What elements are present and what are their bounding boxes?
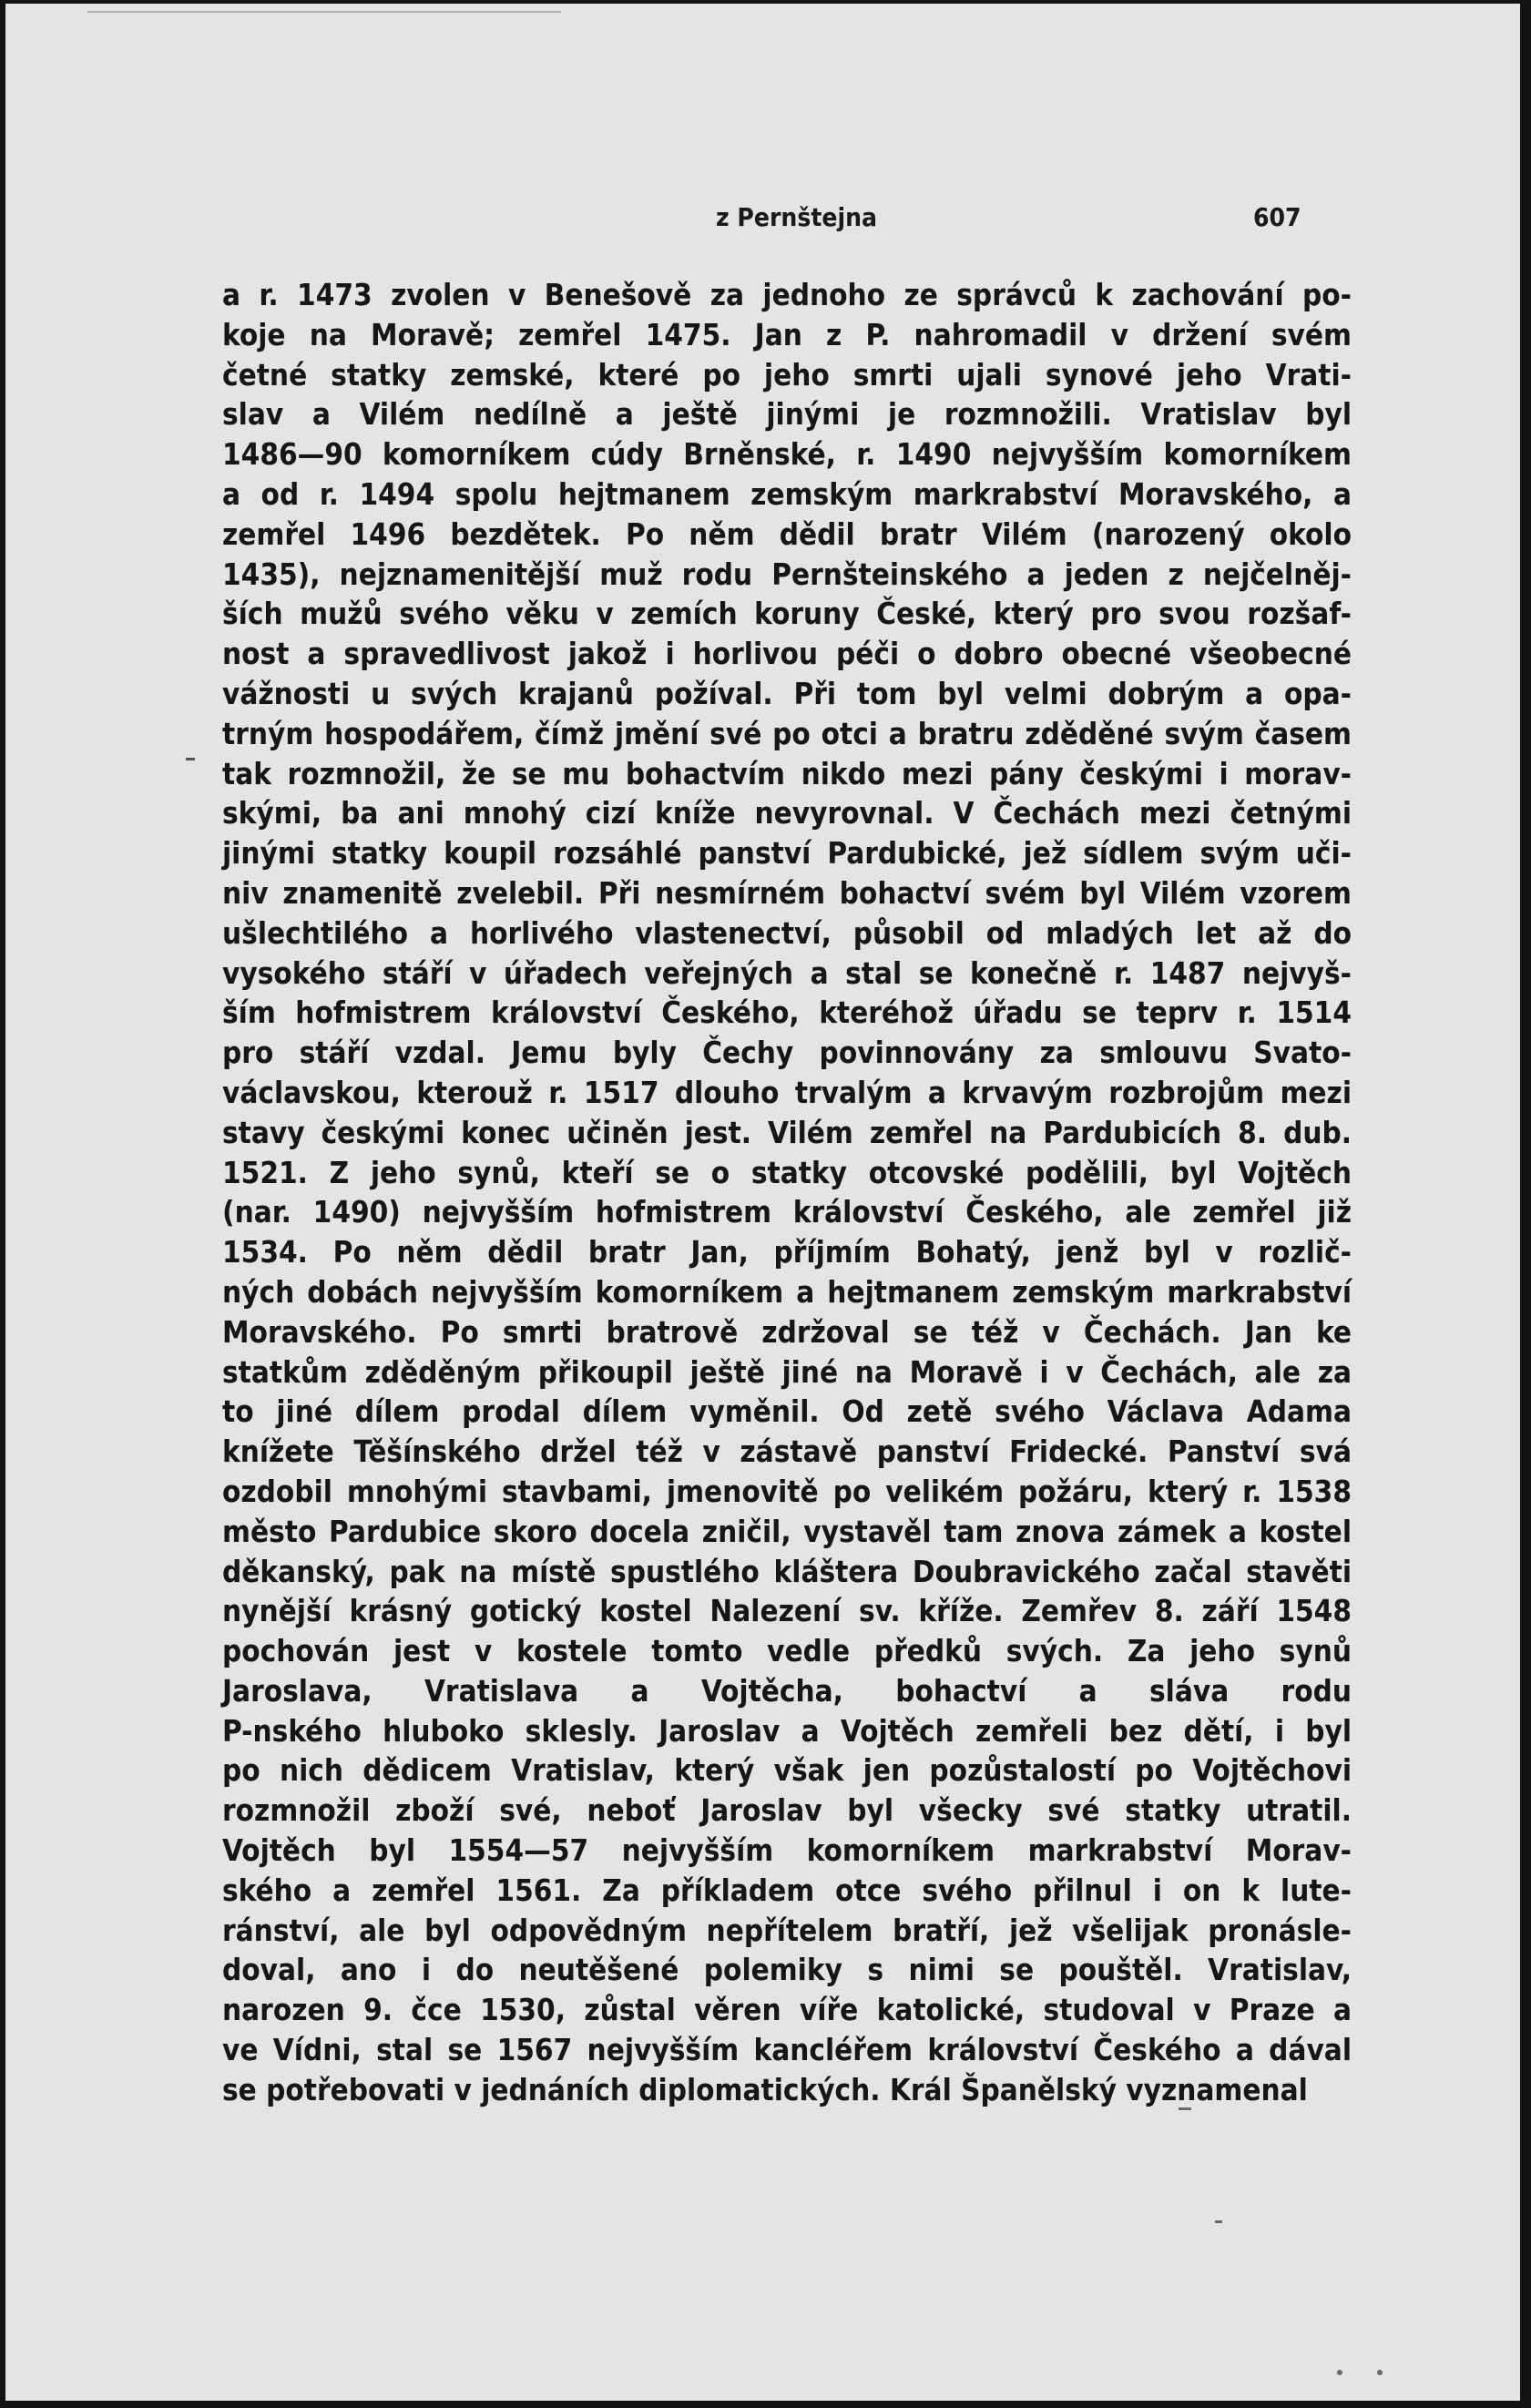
page-top-edge	[87, 11, 561, 13]
text-line: Vojtěch byl 1554—57 nejvyšším komorníkem markrabství Morav-	[222, 1832, 1352, 1869]
text-line: pochován jest v kostele tomto vedle předků svých. Za jeho synů	[222, 1633, 1352, 1669]
body-text	[222, 275, 1352, 2110]
text-line: ského a zemřel 1561. Za příkladem otce svého přilnul i on k lute-	[222, 1872, 1352, 1908]
text-line: koje na Moravě; zemřel 1475. Jan z P. nahromadil v držení svém	[222, 316, 1352, 352]
text-line: P-nského hluboko sklesly. Jaroslav a Vojtěch zemřeli bez dětí, i byl	[222, 1712, 1352, 1749]
text-line: vážnosti u svých krajanů požíval. Při tom byl velmi dobrým a opa-	[222, 675, 1352, 711]
text-line: nynější krásný gotický kostel Nalezení sv. kříže. Zemřev 8. září 1548	[222, 1593, 1352, 1629]
text-line: 1521. Z jeho synů, kteří se o statky otcovské podělili, byl Vojtěch	[222, 1154, 1352, 1190]
text-line: slav a Vilém nedílně a ještě jinými je rozmnožili. Vratislav byl	[222, 396, 1352, 433]
text-line: ších mužů svého věku v zemích koruny České, který pro svou rozšaf-	[222, 596, 1352, 632]
running-title: z Pernštejna	[716, 202, 878, 232]
text-line: ve Vídni, stal se 1567 nejvyšším kancléřem království Českého a dával	[222, 2032, 1352, 2068]
print-speck	[1337, 2370, 1342, 2375]
text-line: jinými statky koupil rozsáhlé panství Pardubické, jež sídlem svým uči-	[222, 835, 1352, 872]
text-line: nost a spravedlivost jakož i horlivou péči o dobro obecné všeobecné	[222, 636, 1352, 672]
text-line: ušlechtilého a horlivého vlastenectví, působil od mladých let až do	[222, 914, 1352, 951]
text-line: Moravského. Po smrti bratrově zdržoval se též v Čechách. Jan ke	[222, 1313, 1352, 1350]
text-line: ránství, ale byl odpovědným nepřítelem bratří, jež všelijak pronásle-	[222, 1912, 1352, 1948]
text-line: knížete Těšínského držel též v zástavě panství Fridecké. Panství svá	[222, 1434, 1352, 1470]
text-line: skými, ba ani mnohý cizí kníže nevyrovnal. V Čechách mezi četnými	[222, 795, 1352, 832]
print-speck	[1215, 2220, 1222, 2223]
text-line: 1486—90 komorníkem cúdy Brněnské, r. 1490 nejvyšším komorníkem	[222, 436, 1352, 473]
print-speck	[1179, 2107, 1191, 2110]
text-line: ných dobách nejvyšším komorníkem a hejtmanem zemským markrabství	[222, 1273, 1352, 1310]
text-line: ozdobil mnohými stavbami, jmenovitě po velikém požáru, který r. 1538	[222, 1473, 1352, 1509]
text-line: rozmnožil zboží své, neboť Jaroslav byl všecky své statky utratil.	[222, 1792, 1352, 1829]
print-speck	[1377, 2370, 1383, 2375]
text-line: 1534. Po něm dědil bratr Jan, příjmím Bohatý, jenž byl v rozlič-	[222, 1234, 1352, 1270]
text-line: četné statky zemské, které po jeho smrti ujali synové jeho Vrati-	[222, 356, 1352, 393]
text-line: Jaroslava, Vratislava a Vojtěcha, bohactví a sláva rodu	[222, 1672, 1352, 1709]
book-page	[5, 4, 1520, 2401]
text-line: a r. 1473 zvolen v Benešově za jednoho ze správců k zachování po-	[222, 277, 1352, 312]
text-line: vysokého stáří v úřadech veřejných a stal se konečně r. 1487 nejvyš-	[222, 954, 1352, 991]
text-line: stavy českými konec učiněn jest. Vilém zemřel na Pardubicích 8. dub.	[222, 1114, 1352, 1150]
page-number: 607	[1253, 202, 1301, 232]
text-line: to jiné dílem prodal dílem vyměnil. Od zetě svého Václava Adama	[222, 1393, 1352, 1430]
text-line: 1435), nejznamenitější muž rodu Pernšteinského a jeden z nejčelněj-	[222, 556, 1352, 592]
running-head	[5, 202, 1520, 239]
text-line: statkům zděděným přikoupil ještě jiné na Moravě i v Čechách, ale za	[222, 1353, 1352, 1390]
text-line: (nar. 1490) nejvyšším hofmistrem království Českého, ale zemřel již	[222, 1194, 1352, 1230]
text-line: pro stáří vzdal. Jemu byly Čechy povinnovány za smlouvu Svato-	[222, 1035, 1352, 1071]
text-line: a od r. 1494 spolu hejtmanem zemským markrabství Moravského, a	[222, 475, 1352, 512]
text-line: město Pardubice skoro docela zničil, vystavěl tam znova zámek a kostel	[222, 1513, 1352, 1549]
text-line: po nich dědicem Vratislav, který však jen pozůstalostí po Vojtěchovi	[222, 1752, 1352, 1789]
text-line: václavskou, kterouž r. 1517 dlouho trvalým a krvavým rozbrojům mezi	[222, 1074, 1352, 1110]
text-line: narozen 9. čce 1530, zůstal věren víře katolické, studoval v Praze a	[222, 1992, 1352, 2028]
text-line: zemřel 1496 bezdětek. Po něm dědil bratr Vilém (narozený okolo	[222, 515, 1352, 552]
text-line: trným hospodářem, čímž jmění své po otci a bratru zděděné svým časem	[222, 715, 1352, 751]
text-line: se potřebovati v jednáních diplomatických. Král Španělský vyznamenal	[222, 2071, 1308, 2107]
text-line: děkanský, pak na místě spustlého kláštera Doubravického začal stavěti	[222, 1553, 1352, 1589]
text-line: niv znamenitě zvelebil. Při nesmírném bohactví svém byl Vilém vzorem	[222, 874, 1352, 911]
margin-mark	[186, 758, 195, 760]
text-line: ším hofmistrem království Českého, kteréhož úřadu se teprv r. 1514	[222, 995, 1352, 1031]
text-line: doval, ano i do neutěšené polemiky s nimi se pouštěl. Vratislav,	[222, 1952, 1352, 1988]
text-line: tak rozmnožil, že se mu bohactvím nikdo mezi pány českými i morav-	[222, 755, 1352, 791]
